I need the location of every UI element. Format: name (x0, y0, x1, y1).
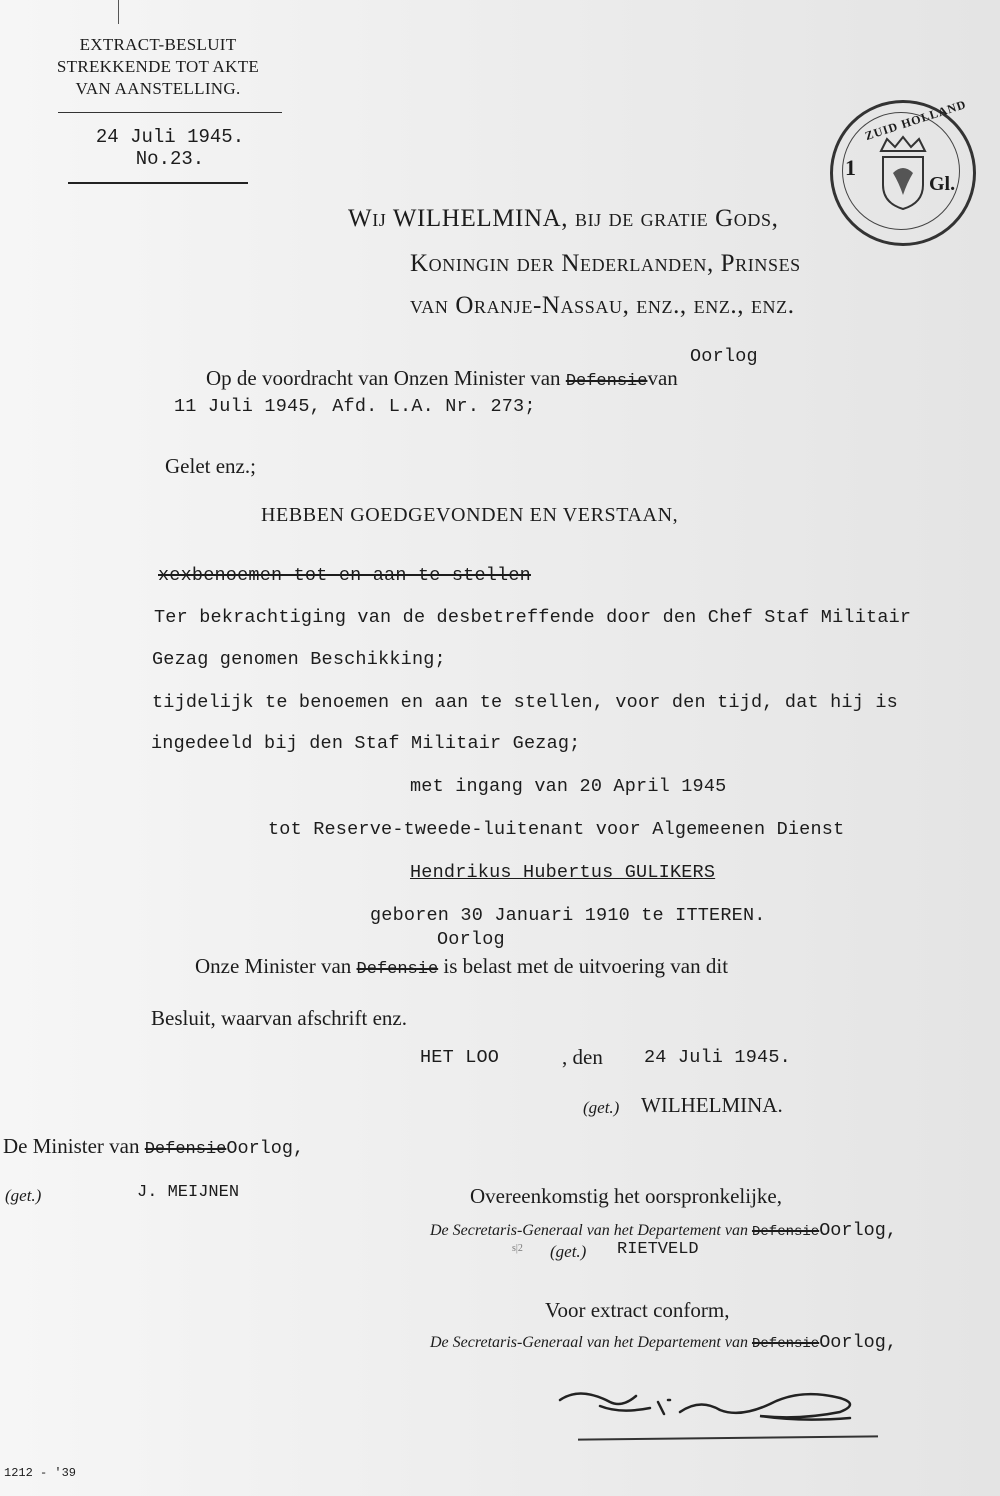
stamp-denomination: Gl. (929, 173, 956, 195)
coat-of-arms-icon (873, 133, 933, 213)
title-grace: bij de gratie Gods, (574, 205, 779, 232)
extract-conform-text: Voor extract conform, (545, 1298, 730, 1322)
title-line-1 (348, 198, 778, 240)
stamp-number: 1 (845, 155, 856, 180)
header-line-2: STREKKENDE TOT AKTE (56, 57, 260, 76)
sec-general-line-2 (430, 1332, 897, 1353)
title-wij: Wij (348, 205, 387, 232)
handwritten-signature (540, 1378, 880, 1438)
header-number: No.23. (135, 148, 205, 170)
body-line-5: met ingang van 20 April 1945 (410, 776, 727, 797)
sec-general-label-2: De Secretaris-Generaal van het Departement van (430, 1334, 748, 1351)
title-wilhelmina: WILHELMINA, (392, 205, 569, 232)
minister-get-label: (get.) (5, 1186, 42, 1205)
handwritten-mark: s|2 (512, 1243, 523, 1254)
minister-struck-word: Defensie (144, 1140, 227, 1159)
place: HET LOO (420, 1047, 500, 1068)
sec-general-struck-2: Defensie (751, 1336, 820, 1352)
execution-struck-word: Defensie (356, 960, 439, 979)
title-line-3: van Oranje-Nassau, enz., enz., enz. (410, 292, 795, 319)
minister-name: J. MEIJNEN (137, 1183, 240, 1202)
signing-date: 24 Juli 1945. (644, 1047, 791, 1068)
paper-fold-mark (118, 0, 119, 24)
form-number: 1212 - '39 (4, 1466, 77, 1480)
proposal-line-1 (206, 366, 678, 391)
appointee-name: Hendrikus Hubertus GULIKERS (410, 862, 716, 883)
document-header (30, 34, 286, 100)
birth-line: geboren 30 Januari 1910 te ITTEREN. (370, 905, 766, 926)
rietveld-get-label: (get.) (550, 1242, 587, 1261)
struck-typed-line: xexbenoemen tot en aan te stellen (158, 565, 531, 586)
tax-stamp (830, 97, 976, 246)
sec-general-struck-1: Defensie (751, 1224, 820, 1240)
execution-line-1 (195, 954, 728, 979)
sec-general-word-2: Oorlog, (819, 1332, 897, 1353)
header-line-3: VAN AANSTELLING. (75, 79, 241, 98)
execution-inserted-word: Oorlog (437, 929, 505, 950)
header-date-rule (68, 182, 248, 184)
conform-original-text: Overeenkomstig het oorspronkelijke, (470, 1184, 783, 1208)
gelet-line: Gelet enz.; (165, 454, 256, 478)
body-line-6: tot Reserve-tweede-luitenant voor Algemeenen Dienst (268, 819, 845, 840)
body-line-4: ingedeeld bij den Staf Militair Gezag; (151, 733, 581, 754)
header-date: 24 Juli 1945. (95, 126, 245, 148)
proposal-suffix: van (647, 366, 678, 390)
execution-suffix: is belast met de uitvoering van dit (443, 954, 729, 978)
rietveld-name: RIETVELD (617, 1240, 699, 1259)
title-line-2: Koningin der Nederlanden, Prinses (410, 250, 801, 277)
execution-prefix: Onze Minister van (195, 954, 352, 978)
body-line-3: tijdelijk te benoemen en aan te stellen, voor den tijd, dat hij is (152, 692, 898, 713)
body-line-2: Gezag genomen Beschikking; (152, 649, 446, 670)
sec-general-label-1: De Secretaris-Generaal van het Departement van (430, 1222, 748, 1239)
sec-general-word-1: Oorlog, (819, 1220, 897, 1241)
queen-name: WILHELMINA. (641, 1093, 783, 1117)
stamp-arc-text: ZUID HOLLAND (863, 97, 969, 144)
queen-get-label: (get.) (583, 1098, 620, 1117)
minister-label: De Minister van (3, 1134, 140, 1158)
proposal-prefix: Op de voordracht van Onzen Minister van (206, 366, 561, 390)
header-line-1: EXTRACT-BESLUIT (79, 35, 237, 54)
proposal-struck-word: Defensie (565, 372, 648, 391)
sec-general-line-1 (430, 1220, 897, 1241)
minister-line (3, 1134, 304, 1159)
proposal-inserted-word: Oorlog (690, 346, 758, 367)
header-rule (58, 112, 282, 113)
minister-word: Oorlog, (226, 1138, 305, 1159)
header-date-block (60, 126, 280, 170)
decree-heading: HEBBEN GOEDGEVONDEN EN VERSTAAN, (261, 504, 679, 526)
body-line-1: Ter bekrachtiging van de desbetreffende door den Chef Staf Militair (154, 607, 912, 628)
execution-line-2: Besluit, waarvan afschrift enz. (151, 1006, 407, 1030)
den-label: , den (562, 1045, 603, 1069)
proposal-line-2: 11 Juli 1945, Afd. L.A. Nr. 273; (174, 396, 536, 417)
